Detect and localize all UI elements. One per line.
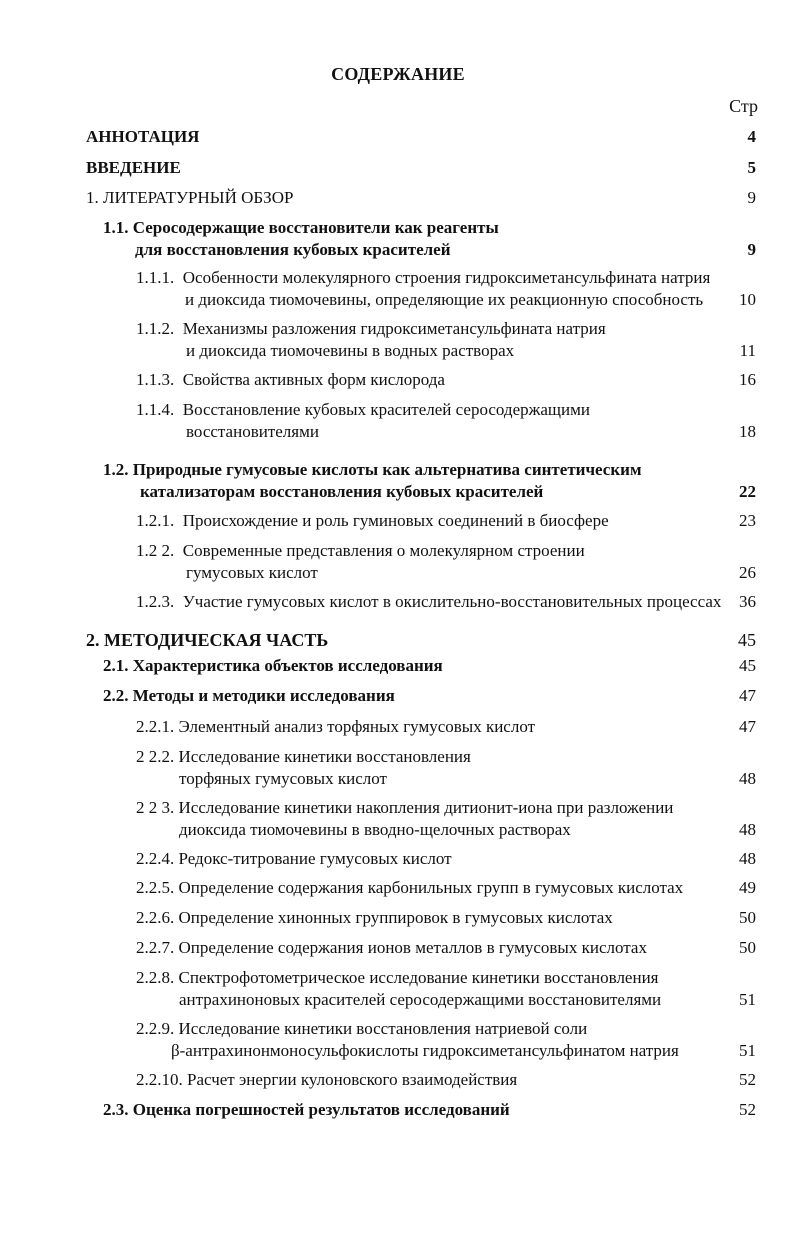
toc-entry-text: гумусовых кислот <box>186 563 318 582</box>
toc-entry-number: 2.3. <box>103 1100 129 1119</box>
toc-entry-text: Характеристика объектов исследования <box>132 656 443 675</box>
toc-entry-text: АННОТАЦИЯ <box>86 127 200 146</box>
toc-entry-page: 26 <box>739 563 756 582</box>
toc-entry-number: 2.2.9. <box>136 1019 175 1038</box>
toc-entry-text: Методы и методики исследования <box>132 686 395 705</box>
toc-entry-number: 2.2.6. <box>136 908 175 927</box>
toc-entry-text: Исследование кинетики восстановления натриевой соли <box>178 1019 588 1038</box>
toc-entry-page: 52 <box>739 1070 756 1089</box>
toc-entry-text: восстановителями <box>186 422 319 441</box>
toc-entry-text: катализаторам восстановления кубовых красителей <box>140 482 544 501</box>
toc-entry-number: 1.1.1. <box>136 268 175 287</box>
toc-entry-text: Исследование кинетики восстановления <box>178 747 471 766</box>
toc-entry-page: 9 <box>747 240 756 259</box>
toc-entry-page: 51 <box>739 1041 756 1060</box>
toc-entry-text: Элементный анализ торфяных гумусовых кислот <box>178 717 536 736</box>
toc-entry-page: 50 <box>739 938 756 957</box>
toc-entry-text: ВВЕДЕНИЕ <box>86 158 181 177</box>
toc-entry-text: Определение хинонных группировок в гумусовых кислотах <box>178 908 613 927</box>
toc-entry-page: 10 <box>739 290 756 309</box>
toc-entry-number: 2.2.8. <box>136 968 175 987</box>
toc-entry-page: 45 <box>738 630 756 650</box>
toc-entry-number: 2.2. <box>103 686 129 705</box>
toc-entry-number: 2.2.1. <box>136 717 175 736</box>
toc-entry-page: 47 <box>739 686 756 705</box>
toc-entry-page: 36 <box>739 592 756 611</box>
toc-entry-number: 2 2.2. <box>136 747 175 766</box>
toc-entry-number: 2.1. <box>103 656 129 675</box>
toc-entry-page: 4 <box>747 127 756 146</box>
toc-entry-page: 51 <box>739 990 756 1009</box>
page-column-header: Стр <box>729 96 758 116</box>
toc-entry-number: 1.1.2. <box>136 319 175 338</box>
toc-entry-text: Механизмы разложения гидроксиметансульфината натрия <box>182 319 606 338</box>
toc-entry-text: Происхождение и роль гуминовых соединений в биосфере <box>182 511 609 530</box>
toc-entry-number: 1. <box>86 188 99 207</box>
toc-entry-number: 2.2.10. <box>136 1070 183 1089</box>
toc-entry-text: торфяных гумусовых кислот <box>179 769 387 788</box>
toc-entry-text: Участие гумусовых кислот в окислительно-восстановительных процессах <box>182 592 722 611</box>
toc-entry-text: Современные представления о молекулярном строении <box>182 541 585 560</box>
toc-title: СОДЕРЖАНИЕ <box>331 64 465 84</box>
toc-entry-page: 45 <box>739 656 756 675</box>
toc-entry-page: 49 <box>739 878 756 897</box>
toc-entry-number: 1.1.4. <box>136 400 175 419</box>
toc-entry-number: 2 2 3. <box>136 798 175 817</box>
toc-entry-page: 9 <box>747 188 756 207</box>
toc-entry-text: Определение содержания ионов металлов в гумусовых кислотах <box>178 938 647 957</box>
toc-entry-page: 52 <box>739 1100 756 1119</box>
toc-entry-text: и диоксида тиомочевины, определяющие их реакционную способность <box>185 290 704 309</box>
toc-entry-text: Восстановление кубовых красителей серосодержащими <box>182 400 590 419</box>
toc-entry-text: β-антрахинонмоносульфокислоты гидроксиметансульфинатом натрия <box>171 1041 679 1060</box>
toc-entry-page: 22 <box>739 482 756 501</box>
toc-entry-page: 5 <box>747 158 756 177</box>
toc-entry-page: 48 <box>739 820 756 839</box>
toc-entry-text: ЛИТЕРАТУРНЫЙ ОБЗОР <box>103 188 294 207</box>
toc-entry-page: 18 <box>739 422 756 441</box>
toc-entry-text: Расчет энергии кулоновского взаимодействия <box>187 1070 518 1089</box>
toc-entry-text: диоксида тиомочевины в вводно-щелочных растворах <box>179 820 571 839</box>
toc-entry-number: 1.2.3. <box>136 592 175 611</box>
toc-entry-number: 2.2.4. <box>136 849 175 868</box>
toc-entry-text: Определение содержания карбонильных групп в гумусовых кислотах <box>178 878 684 897</box>
toc-entry-text: Оценка погрешностей результатов исследований <box>132 1100 510 1119</box>
toc-entry-number: 2. <box>86 630 100 650</box>
toc-entry-text: антрахиноновых красителей серосодержащими восстановителями <box>179 990 662 1009</box>
toc-entry-text: Свойства активных форм кислорода <box>182 370 445 389</box>
toc-entry-page: 48 <box>739 849 756 868</box>
toc-entry-page: 16 <box>739 370 756 389</box>
toc-entry-number: 1.2 2. <box>136 541 175 560</box>
toc-entry-text: Редокс-титрование гумусовых кислот <box>178 849 452 868</box>
toc-entry-number: 2.2.5. <box>136 878 175 897</box>
toc-entry-number: 1.1.3. <box>136 370 175 389</box>
toc-entry-number: 2.2.7. <box>136 938 175 957</box>
toc-entry-text: Спектрофотометрическое исследование кинетики восстановления <box>178 968 659 987</box>
toc-entry-page: 11 <box>739 341 756 360</box>
toc-entry-text: Природные гумусовые кислоты как альтернатива синтетическим <box>132 460 642 479</box>
toc-entry-page: 50 <box>739 908 756 927</box>
toc-entry-text: и диоксида тиомочевины в водных растворах <box>186 341 515 360</box>
toc-entry-text: МЕТОДИЧЕСКАЯ ЧАСТЬ <box>104 630 329 650</box>
toc-entry-text: Серосодержащие восстановители как реагенты <box>132 218 499 237</box>
toc-entry-number: 1.2. <box>103 460 129 479</box>
toc-entry-text: Особенности молекулярного строения гидроксиметансульфината натрия <box>182 268 711 287</box>
toc-entry-page: 47 <box>739 717 756 736</box>
toc-entry-text: для восстановления кубовых красителей <box>135 240 451 259</box>
toc-entry-text: Исследование кинетики накопления дитионит-иона при разложении <box>178 798 674 817</box>
toc-entry-page: 48 <box>739 769 756 788</box>
toc-entry-page: 23 <box>739 511 756 530</box>
toc-entry-number: 1.1. <box>103 218 129 237</box>
toc-entry-number: 1.2.1. <box>136 511 175 530</box>
